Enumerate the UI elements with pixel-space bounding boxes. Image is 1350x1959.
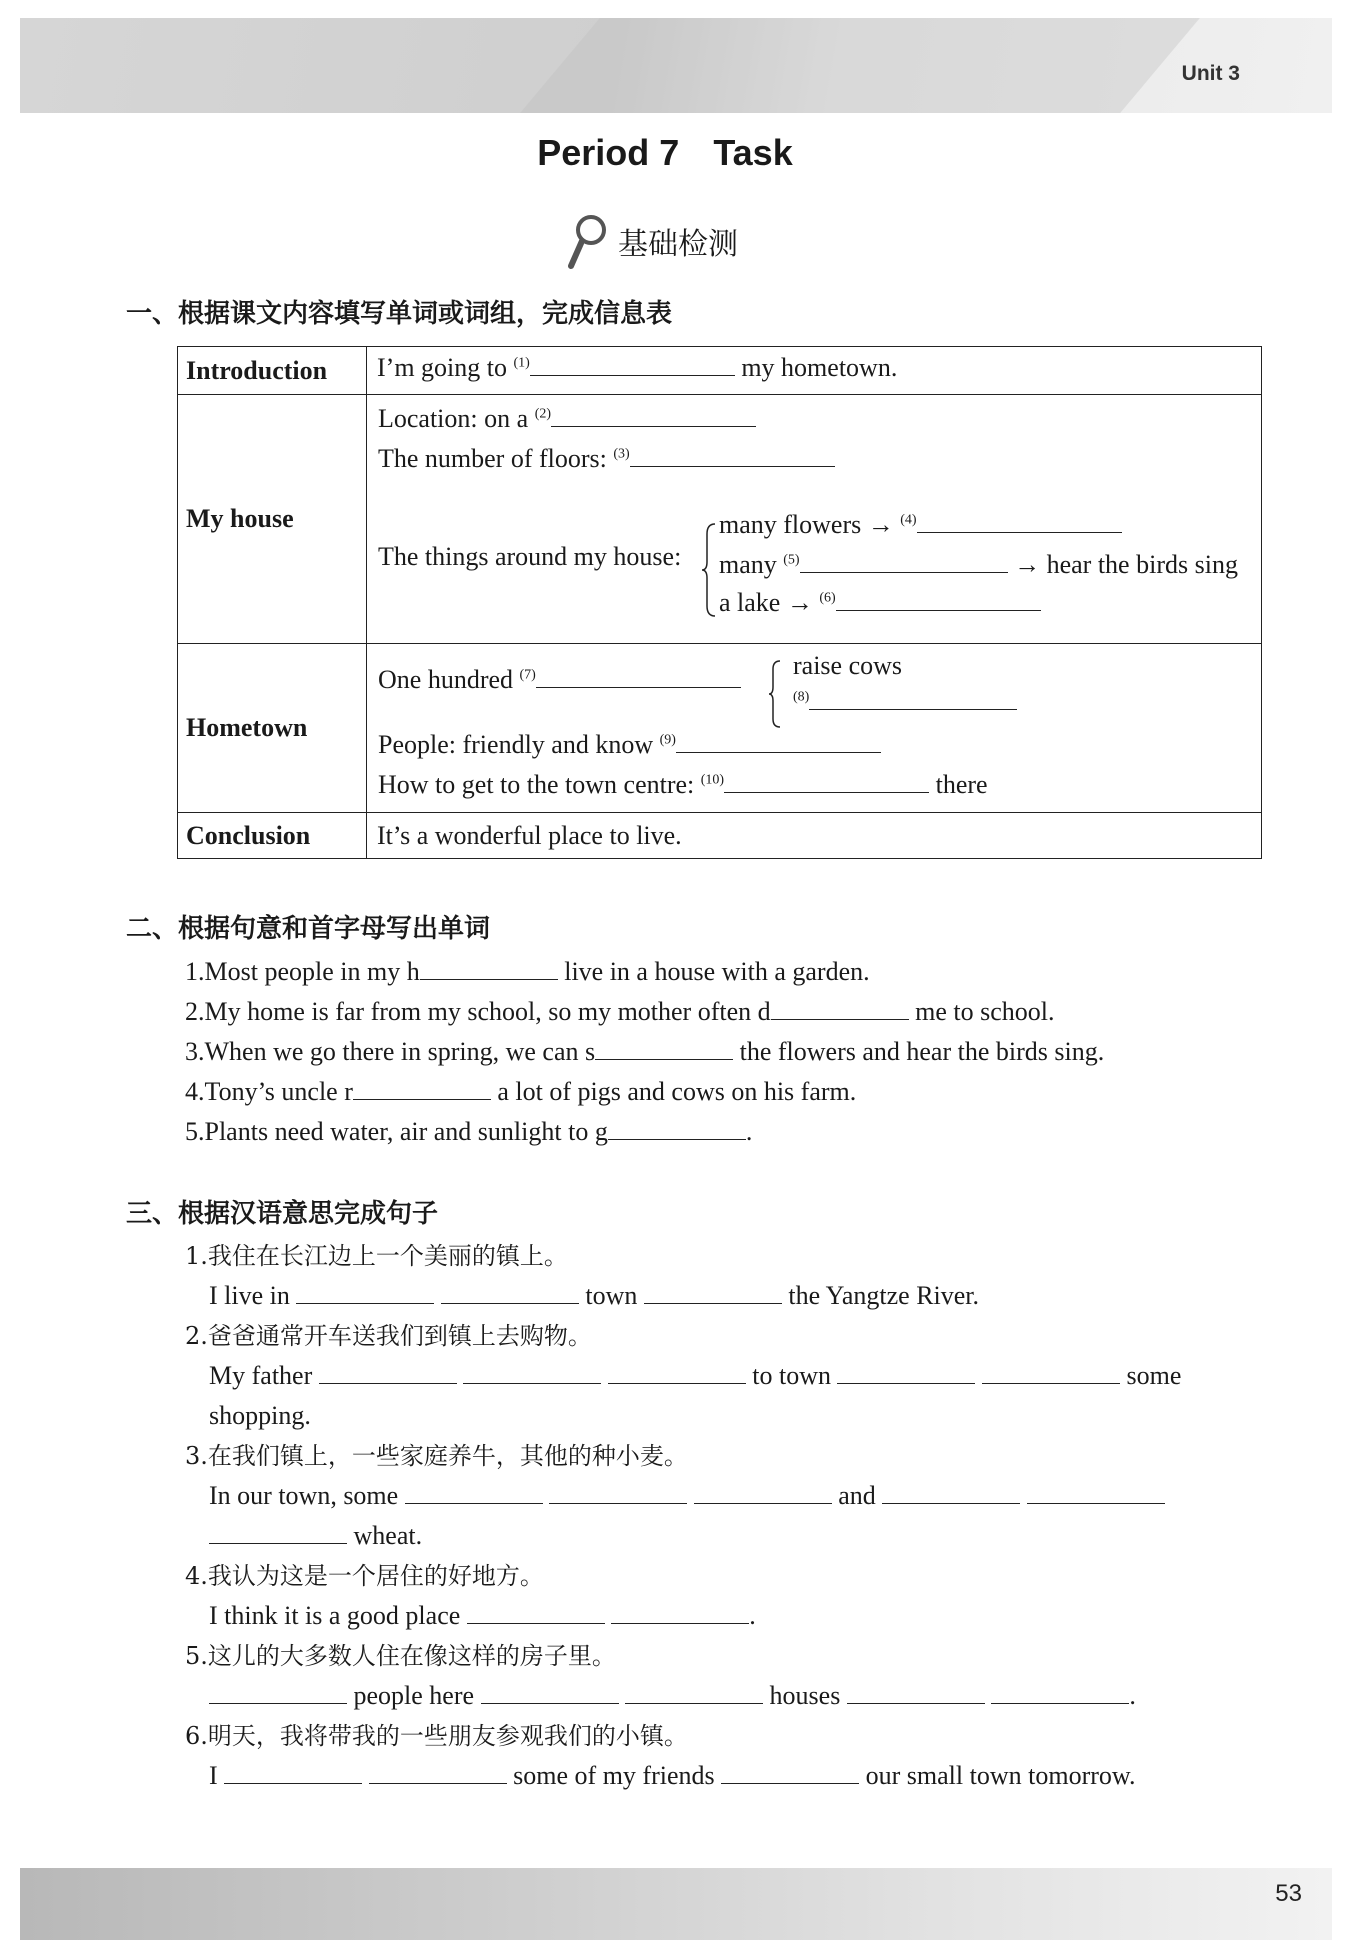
things-label: The things around my house:	[378, 542, 682, 571]
my-house-cell	[367, 395, 1262, 644]
answer-blank[interactable]	[694, 1481, 832, 1504]
answer-blank[interactable]	[224, 1761, 362, 1784]
question-2-en-cont: shopping.	[209, 1401, 311, 1430]
item-number: 2.	[185, 997, 205, 1026]
unit-label: Unit 3	[1181, 62, 1240, 85]
info-table	[177, 346, 1262, 859]
answer-blank[interactable]	[771, 997, 909, 1020]
location-text: Location: on a	[378, 404, 529, 433]
conclusion-cell: It’s a wonderful place to live.	[367, 813, 1262, 859]
page-title	[0, 132, 1330, 174]
question-3-en-cont	[185, 1516, 1181, 1556]
question-2-en	[185, 1356, 1181, 1396]
introduction-text-end: my hometown.	[741, 353, 898, 382]
answer-blank[interactable]	[837, 1361, 975, 1384]
task-label: Task	[713, 132, 793, 173]
flowers-line	[719, 510, 1122, 540]
blank-9[interactable]	[676, 730, 881, 753]
answer-blank[interactable]	[608, 1117, 746, 1140]
section2-heading: 二、根据句意和首字母写出单词	[126, 914, 491, 944]
item-number: 5.	[185, 1117, 205, 1146]
question-6-zh: 6.明天，我将带我的一些朋友参观我们的小镇。	[185, 1722, 688, 1750]
sentence-text: houses	[769, 1681, 841, 1710]
sentence-text: to town	[752, 1361, 831, 1390]
row-label-conclusion: Conclusion	[178, 813, 367, 859]
question-6-en	[185, 1756, 1181, 1796]
answer-blank[interactable]	[644, 1281, 782, 1304]
answer-blank[interactable]	[209, 1681, 347, 1704]
answer-blank[interactable]	[353, 1077, 491, 1100]
blank-6[interactable]	[836, 588, 1041, 611]
subhead-label: 基础检测	[618, 227, 738, 262]
page-number: 53	[1275, 1880, 1302, 1907]
answer-blank[interactable]	[595, 1037, 733, 1060]
blank-number: (10)	[700, 772, 725, 788]
answer-blank[interactable]	[1027, 1481, 1165, 1504]
sentence-text: and	[838, 1481, 876, 1510]
table-row	[178, 813, 1262, 859]
magnifier-icon	[566, 212, 610, 270]
there-text: there	[935, 770, 988, 799]
blank-10[interactable]	[724, 770, 929, 793]
item-text-end: the flowers and hear the birds sing.	[739, 1037, 1105, 1066]
section1-heading: 一、根据课文内容填写单词或词组，完成信息表	[126, 299, 673, 329]
table-row	[178, 644, 1262, 813]
lake-text: a lake →	[719, 588, 813, 617]
answer-blank[interactable]	[467, 1601, 605, 1624]
list-item	[185, 992, 1104, 1032]
sentence-text: I live in	[209, 1281, 290, 1310]
row-label-my-house: My house	[178, 395, 367, 644]
many-text: many	[719, 550, 777, 579]
list-item	[185, 1072, 1104, 1112]
blank-number: (6)	[819, 590, 836, 606]
flowers-text: many flowers →	[719, 510, 894, 539]
blank-number: (5)	[783, 552, 800, 568]
item8-line	[793, 687, 1017, 717]
centre-text: How to get to the town centre:	[378, 770, 695, 799]
blank-8[interactable]	[809, 687, 1017, 710]
row-label-introduction: Introduction	[178, 347, 367, 395]
question-3-en	[185, 1476, 1181, 1516]
answer-blank[interactable]	[420, 957, 558, 980]
many-line	[719, 550, 1238, 580]
sentence-text: people here	[353, 1681, 475, 1710]
section2-list	[185, 952, 1104, 1152]
table-row	[178, 347, 1262, 395]
table-row	[178, 395, 1262, 644]
question-4-zh: 4.我认为这是一个居住的好地方。	[185, 1562, 544, 1590]
people-text: People: friendly and know	[378, 730, 654, 759]
item-text: My home is far from my school, so my mother often d	[204, 997, 771, 1026]
answer-blank[interactable]	[369, 1761, 507, 1784]
footer-band	[20, 1868, 1332, 1940]
question-1-en	[185, 1276, 1181, 1316]
item-number: 4.	[185, 1077, 205, 1106]
answer-blank[interactable]	[991, 1681, 1129, 1704]
floors-text: The number of floors:	[378, 444, 607, 473]
item-text: Most people in my h	[204, 957, 420, 986]
list-item	[185, 1032, 1104, 1072]
floors-line	[378, 444, 835, 474]
blank-2[interactable]	[551, 404, 756, 427]
sentence-text: .	[749, 1601, 756, 1630]
answer-blank[interactable]	[847, 1681, 985, 1704]
blank-number: (3)	[613, 446, 630, 462]
section3-heading: 三、根据汉语意思完成句子	[126, 1199, 439, 1229]
lake-line	[719, 588, 1041, 618]
sentence-text: In our town, some	[209, 1481, 399, 1510]
blank-5[interactable]	[800, 550, 1008, 573]
question-5-en	[185, 1676, 1181, 1716]
sentence-text: My father	[209, 1361, 313, 1390]
answer-blank[interactable]	[463, 1361, 601, 1384]
answer-blank[interactable]	[209, 1521, 347, 1544]
header-band-shape	[520, 18, 1200, 113]
question-3-zh: 3.在我们镇上，一些家庭养牛，其他的种小麦。	[185, 1442, 688, 1470]
people-line	[378, 730, 881, 760]
blank-number: (4)	[900, 512, 917, 528]
item-text-end: .	[745, 1117, 753, 1146]
answer-blank[interactable]	[319, 1361, 457, 1384]
section3-list	[185, 1236, 1181, 1796]
answer-blank[interactable]	[481, 1681, 619, 1704]
answer-blank[interactable]	[882, 1481, 1020, 1504]
row-label-hometown: Hometown	[178, 644, 367, 813]
list-item	[185, 1112, 1104, 1152]
question-2-zh: 2.爸爸通常开车送我们到镇上去购物。	[185, 1322, 592, 1350]
brace-icon	[701, 522, 717, 618]
answer-blank[interactable]	[982, 1361, 1120, 1384]
blank-number: (2)	[534, 406, 552, 422]
question-4-en	[185, 1596, 1181, 1636]
question-5-zh: 5.这儿的大多数人住在像这样的房子里。	[185, 1642, 616, 1670]
answer-blank[interactable]	[721, 1761, 859, 1784]
answer-blank[interactable]	[611, 1601, 749, 1624]
blank-number: (7)	[519, 667, 536, 683]
sentence-text: the Yangtze River.	[788, 1281, 980, 1310]
sentence-text: I think it is a good place	[209, 1601, 461, 1630]
sentence-text: some	[1126, 1361, 1182, 1390]
birds-text: → hear the birds sing	[1014, 550, 1238, 579]
blank-7[interactable]	[536, 665, 741, 688]
blank-number: (8)	[793, 689, 810, 705]
item-text-end: me to school.	[915, 997, 1055, 1026]
hundred-line	[378, 665, 741, 695]
blank-1[interactable]	[530, 353, 735, 376]
item-text: Plants need water, air and sunlight to g	[204, 1117, 608, 1146]
blank-3[interactable]	[630, 444, 835, 467]
introduction-cell	[367, 347, 1262, 395]
answer-blank[interactable]	[296, 1281, 434, 1304]
item-number: 1.	[185, 957, 205, 986]
blank-number: (9)	[659, 732, 676, 748]
sentence-text: some of my friends	[513, 1761, 715, 1790]
item-text-end: live in a house with a garden.	[564, 957, 870, 986]
hundred-text: One hundred	[378, 665, 514, 694]
item-text-end: a lot of pigs and cows on his farm.	[497, 1077, 857, 1106]
sentence-text: I	[209, 1761, 218, 1790]
answer-blank[interactable]	[405, 1481, 543, 1504]
centre-line	[378, 770, 988, 800]
sentence-text: our small town tomorrow.	[865, 1761, 1136, 1790]
answer-blank[interactable]	[625, 1681, 763, 1704]
item-number: 3.	[185, 1037, 205, 1066]
item-text: Tony’s uncle r	[204, 1077, 353, 1106]
answer-blank[interactable]	[441, 1281, 579, 1304]
hometown-cell	[367, 644, 1262, 813]
period-label: Period 7	[537, 132, 680, 173]
question-1-zh: 1.我住在长江边上一个美丽的镇上。	[185, 1242, 568, 1270]
item-text: When we go there in spring, we can s	[204, 1037, 596, 1066]
blank-number: (1)	[513, 355, 530, 371]
sentence-text: town	[585, 1281, 638, 1310]
introduction-text: I’m going to	[377, 353, 507, 382]
answer-blank[interactable]	[549, 1481, 687, 1504]
sentence-text: wheat.	[353, 1521, 423, 1550]
brace-icon	[768, 659, 782, 729]
blank-4[interactable]	[917, 510, 1122, 533]
sentence-text: .	[1129, 1681, 1136, 1710]
raise-cows-text: raise cows	[793, 651, 903, 680]
list-item	[185, 952, 1104, 992]
answer-blank[interactable]	[608, 1361, 746, 1384]
section-subhead	[566, 212, 738, 270]
location-line	[378, 404, 756, 434]
